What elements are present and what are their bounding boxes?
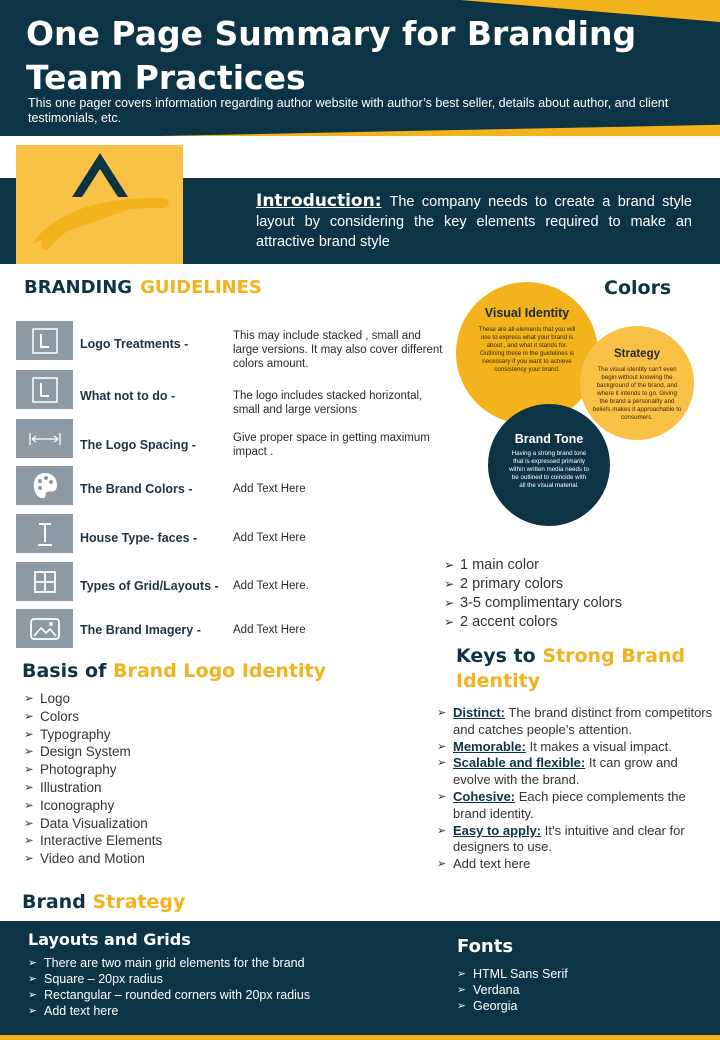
brand-logo [16, 145, 183, 264]
list-item: ➢ HTML Sans Serif [457, 966, 657, 982]
guideline-label: What not to do - [80, 389, 176, 403]
fonts-title: Fonts [457, 936, 514, 957]
strategy-title: Strategy [613, 348, 661, 360]
intro-paragraph [256, 191, 692, 252]
key-text: Each piece complements the brand identity. [453, 788, 686, 821]
key-term: Easy to apply: [453, 822, 542, 838]
list-item: ➢ Data Visualization [24, 815, 284, 833]
layouts-grids-list [28, 955, 428, 1019]
guideline-desc: Add Text Here [233, 532, 306, 544]
layouts-grids-title: Layouts and Grids [28, 930, 191, 949]
branding-guidelines-title-part1: BRANDING [24, 277, 133, 298]
basis-title-part2: Brand Logo Identity [113, 660, 326, 682]
fonts-list [457, 966, 657, 1014]
strategy-circle [580, 326, 694, 440]
list-item: ➢ Photography [24, 761, 284, 779]
brand-tone-body: Having a strong brand tone that is expressed primarily within written media needs to be outlined to coincide with all the visual material. [509, 450, 589, 489]
intro-heading: Introduction: [256, 191, 382, 211]
list-item: ➢ Square – 20px radius [28, 971, 428, 987]
brand-strategy-title-part1: Brand [22, 891, 86, 913]
list-item: ➢ Verdana [457, 982, 657, 998]
guideline-label: House Type- faces - [80, 531, 198, 545]
footer-accent-stripe [0, 1035, 720, 1040]
list-item: ➢ Interactive Elements [24, 832, 284, 850]
brand-tone-circle [488, 404, 610, 526]
basis-title-part1: Basis of [22, 660, 107, 682]
keys-title [456, 644, 716, 694]
list-item: ➢ Illustration [24, 779, 284, 797]
list-item: ➢ Georgia [457, 998, 657, 1014]
letter-l-icon [16, 370, 73, 409]
list-item: ➢ 2 primary colors [444, 575, 714, 594]
list-item [437, 739, 713, 756]
list-item: ➢ Logo [24, 690, 284, 708]
list-item: ➢ 3-5 complimentary colors [444, 594, 714, 613]
basis-list [24, 690, 284, 868]
spacing-arrows-icon [16, 419, 73, 458]
list-item [437, 823, 713, 857]
list-item: ➢ Add text here [28, 1003, 428, 1019]
keys-list [437, 705, 713, 873]
visual-identity-circle [456, 282, 598, 424]
guideline-label: The Brand Imagery - [80, 623, 201, 637]
intro-text: The company needs to create a brand style layout by considering the key elements required to make an attractive brand style [256, 194, 692, 250]
list-item: ➢ Video and Motion [24, 850, 284, 868]
key-text: It makes a visual impact. [525, 738, 672, 754]
list-item [437, 789, 713, 823]
key-term: Scalable and flexible: [453, 755, 586, 771]
list-item [437, 755, 713, 789]
brand-tone-title: Brand Tone [514, 432, 584, 446]
brand-logo-icon [16, 145, 183, 264]
key-term: Cohesive: [453, 788, 516, 804]
keys-title-part1: Keys to [456, 645, 536, 667]
list-item: ➢ 2 accent colors [444, 613, 714, 632]
key-term: Distinct: [453, 705, 505, 720]
list-item: ➢ There are two main grid elements for the brand [28, 955, 428, 971]
guideline-label: The Logo Spacing - [80, 438, 196, 452]
guideline-desc: This may include stacked , small and large versions. It may also cover different colors amount. [233, 330, 443, 370]
key-term: Memorable: [453, 738, 526, 754]
branding-guidelines-title [24, 277, 262, 298]
guideline-desc: Add Text Here. [233, 580, 309, 592]
guideline-desc: Give proper space in getting maximum impact . [233, 432, 430, 458]
list-item: ➢ Design System [24, 743, 284, 761]
text-cursor-icon [16, 514, 73, 553]
guideline-desc: Add Text Here [233, 624, 306, 636]
guideline-label: The Brand Colors - [80, 482, 193, 496]
visual-identity-body: These are all elements that you will use to express what your brand is about , and what it stands for. Outlining these in the guidelines is necessary if you want to achieve consistency your brand. [478, 326, 576, 373]
list-item: ➢ Rectangular – rounded corners with 20px radius [28, 987, 428, 1003]
list-item [437, 705, 713, 739]
page-title: One Page Summary for Branding Team Practices [26, 14, 637, 97]
basis-title [22, 660, 326, 682]
key-text: It’s intuitive and clear for designers to use. [453, 822, 685, 855]
guideline-desc: The logo includes stacked horizontal, small and large versions [233, 390, 423, 416]
brand-strategy-title [22, 891, 185, 913]
guideline-desc: Add Text Here [233, 483, 306, 495]
key-text: The brand distinct from competitors and catches people’s attention. [453, 705, 713, 737]
list-item: ➢ Typography [24, 726, 284, 744]
branding-guidelines-title-part2: GUIDELINES [140, 277, 262, 298]
letter-l-icon [16, 321, 73, 360]
color-count-list [444, 556, 714, 632]
visual-identity-title: Visual Identity [484, 306, 570, 320]
strategy-body: The visual identity can't even begin without knowing the background of the brand, and where it intends to go. Giving the brand a personality and beliefs makes it approachable to consumers. [592, 366, 682, 421]
guideline-label: Types of Grid/Layouts - [80, 579, 219, 593]
key-text: Add text here [453, 856, 531, 872]
list-item [437, 856, 713, 873]
guideline-label: Logo Treatments - [80, 337, 189, 351]
list-item: ➢ Colors [24, 708, 284, 726]
palette-icon [16, 466, 73, 505]
list-item: ➢ Iconography [24, 797, 284, 815]
keys-title-part2: Strong Brand Identity [456, 645, 686, 692]
key-text: It can grow and evolve with the brand. [453, 755, 678, 788]
colors-title: Colors [604, 277, 672, 299]
list-item: ➢ 1 main color [444, 556, 714, 575]
page-subtitle: This one pager covers information regarding author website with author’s best seller, details about author, and client testimonials, etc. [28, 96, 669, 125]
grid-icon [16, 562, 73, 601]
brand-strategy-title-part2: Strategy [92, 891, 186, 913]
image-icon [16, 609, 73, 648]
